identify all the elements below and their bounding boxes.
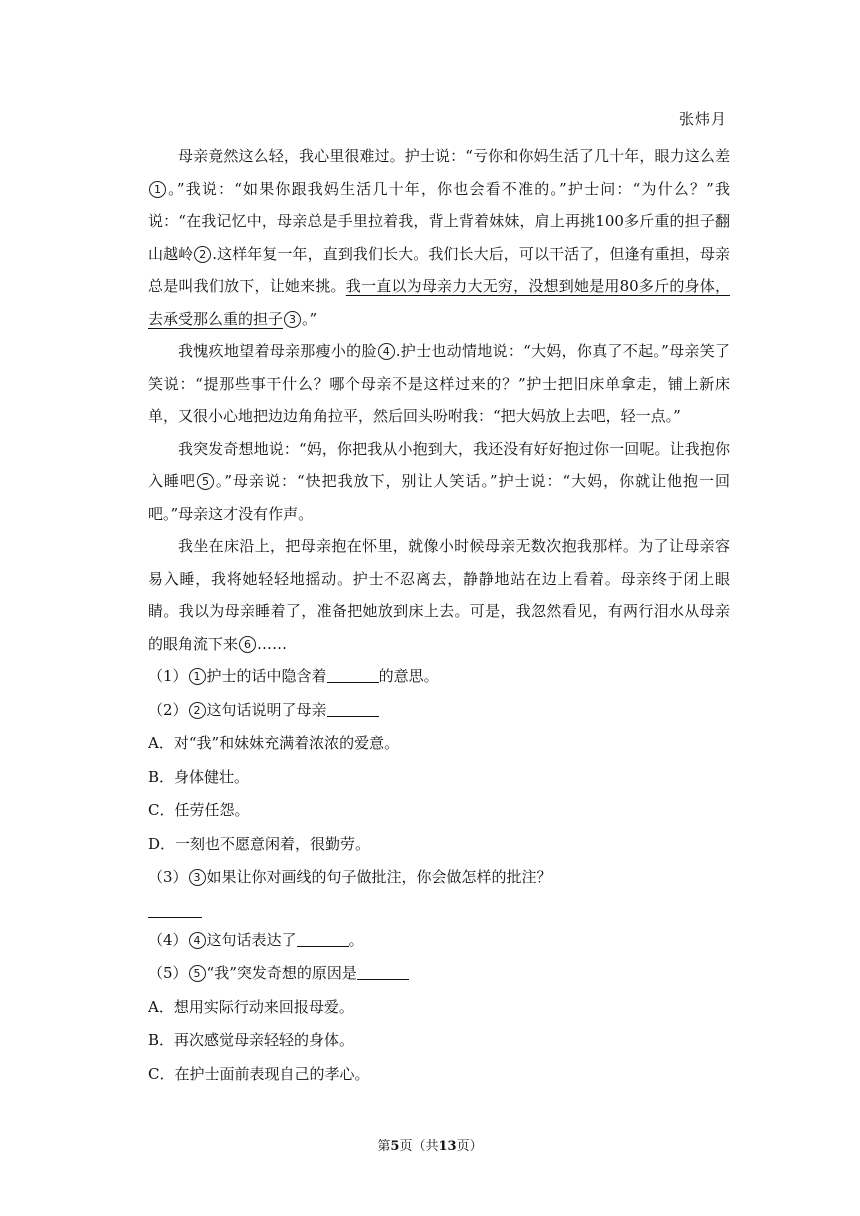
footer-text: 页） — [456, 1139, 483, 1154]
answer-line[interactable] — [148, 895, 202, 918]
option-a[interactable]: A．想用实际行动来回报母爱。 — [148, 997, 354, 1016]
underlined-sentence: 我一直以为母亲力大无穷，没想到她是用80多斤的身体，去承受那么重的担子 — [148, 277, 730, 328]
question-text: “我”突发奇想的原因是 — [206, 964, 357, 982]
page-number: 5 — [390, 1139, 400, 1154]
question-2 — [148, 694, 730, 728]
answer-blank[interactable] — [327, 702, 379, 717]
circled-number-4: 4 — [189, 932, 206, 949]
question-5 — [148, 957, 730, 991]
paragraph-2 — [148, 335, 730, 433]
paragraph-text: …… — [257, 634, 288, 653]
question-number: （4） — [148, 930, 188, 949]
question-text: 这句话表达了 — [206, 930, 297, 949]
paragraph-1 — [148, 140, 730, 335]
paragraph-4 — [148, 530, 730, 660]
option-d[interactable]: D．一刻也不愿意闲着，很勤劳。 — [148, 834, 371, 853]
paragraph-text: .这样年复一年，直到我们长大。我们长大后，可以干活了，但逢有重担，母亲总是叫我们放下，让她来挑。 — [148, 244, 730, 295]
paragraph-text: 母亲竟然这么轻，我心里很难过。护士说：“亏你和你妈生活了几十年，眼力这么差 — [178, 147, 730, 165]
circled-number-3: 3 — [189, 869, 206, 886]
option-c[interactable]: C．任劳任怨。 — [148, 801, 250, 819]
question-text: 这句话说明了母亲 — [206, 700, 327, 719]
question-number: （1） — [148, 667, 188, 685]
paragraph-text: 。” — [302, 309, 318, 328]
circled-number-2: 2 — [194, 246, 211, 263]
question-text: 。 — [348, 930, 364, 949]
question-number: （2） — [148, 700, 188, 719]
paragraph-text: 我突发奇想地说：“妈，你把我从小抱到大，我还没有好好抱过你一回呢。让我抱你入睡吧 — [148, 439, 730, 490]
question-3 — [148, 861, 730, 895]
paragraph-text: 我坐在床沿上，把母亲抱在怀里，就像小时候母亲无数次抱我那样。为了让母亲容易入睡，我将她轻轻地摇动。护士不忍离去，静静地站在边上看着。母亲终于闭上眼睛。我以为母亲睡着了，准备把她放到床上去。可是，我忽然看见，有两行泪水从母亲的眼角流下来 — [148, 537, 730, 653]
footer-text: 页（共 — [399, 1139, 439, 1154]
question-text: 的意思。 — [378, 667, 439, 685]
circled-number-5: 5 — [197, 473, 214, 490]
answer-blank[interactable] — [297, 932, 349, 947]
option-a[interactable]: A．对“我”和妹妹充满着浓浓的爱意。 — [148, 734, 400, 752]
question-number: （3） — [148, 868, 188, 886]
paragraph-text: 我愧疚地望着母亲那瘦小的脸 — [178, 342, 377, 360]
question-number: （5） — [148, 964, 188, 982]
question-text: 护士的话中隐含着 — [206, 667, 327, 685]
paragraph-text: .护士也动情地说：“大妈，你真了不起。”母亲笑了笑说：“提那些事干什么？哪个母亲不是这样过来的？”护士把旧床单拿走，铺上新床单，又很小心地把边边角角拉平，然后回头吩咐我：“把大妈放上去吧，轻一点。” — [148, 342, 730, 425]
answer-blank[interactable] — [327, 668, 379, 683]
circled-number-3: 3 — [284, 311, 301, 328]
paragraph-text: 。”母亲说：“快把我放下，别让人笑话。”护士说：“大妈，你就让他抱一回吧。”母亲这才没有作声。 — [148, 472, 730, 523]
question-1 — [148, 660, 730, 694]
option-c[interactable]: C．在护士面前表现自己的孝心。 — [148, 1064, 370, 1083]
paragraph-text: 。”我说：“如果你跟我妈生活几十年，你也会看不准的。”护士问：“为什么？”我说：“在我记忆中，母亲总是手里拉着我，背上背着妹妹，肩上再挑100多斤重的担子翻山越岭 — [148, 179, 730, 263]
circled-number-5: 5 — [189, 965, 206, 982]
circled-number-2: 2 — [189, 702, 206, 719]
question-4 — [148, 924, 730, 958]
circled-number-1: 1 — [149, 181, 166, 198]
circled-number-1: 1 — [189, 668, 206, 685]
circled-number-6: 6 — [239, 636, 256, 653]
paragraph-3 — [148, 433, 730, 531]
author-name: 张炜月 — [678, 110, 727, 128]
total-pages: 13 — [438, 1139, 457, 1154]
passage-body — [148, 140, 730, 1091]
answer-blank[interactable] — [357, 965, 409, 980]
option-b[interactable]: B．再次感觉母亲轻轻的身体。 — [148, 1031, 355, 1049]
option-b[interactable]: B．身体健壮。 — [148, 767, 250, 786]
circled-number-4: 4 — [378, 343, 395, 360]
page-footer — [0, 1135, 860, 1154]
footer-text: 第 — [377, 1139, 391, 1154]
question-text: 如果让你对画线的句子做批注，你会做怎样的批注？ — [206, 868, 552, 886]
